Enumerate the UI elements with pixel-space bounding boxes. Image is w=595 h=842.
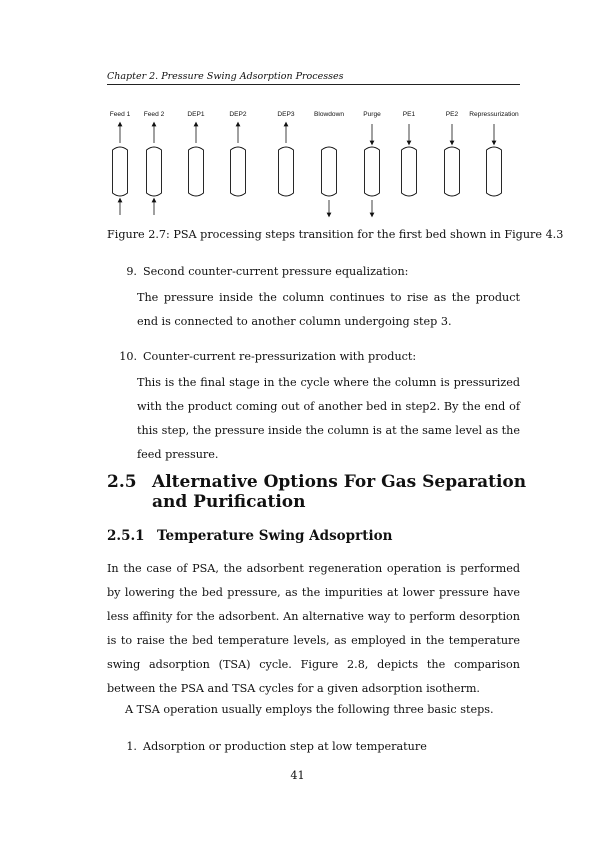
column-repressurization	[487, 147, 502, 196]
list-item-body: This is the final stage in the cycle where the column is pressurized with the product coming out of another bed in step2. By the end of this step, the pressure inside the column is at the same level as the feed pressure.	[137, 376, 520, 461]
list-item-title: Second counter-current pressure equalization:	[143, 265, 409, 278]
psa-steps-figure	[104, 104, 524, 224]
column-feed-1	[113, 147, 128, 196]
list-number: 9.	[126, 265, 137, 278]
list-item-body: The pressure inside the column continues to rise as the product end is connected to another column undergoing step 3.	[137, 291, 520, 328]
column-dep2	[231, 147, 246, 196]
subsection-number: 2.5.1	[107, 528, 145, 544]
column-pe1	[402, 147, 417, 196]
list-item-10	[112, 350, 512, 364]
column-blowdown	[322, 147, 337, 196]
list-item-title: Counter-current re-pressurization with product:	[143, 350, 417, 363]
column-feed-2	[147, 147, 162, 196]
psa-steps-diagram	[104, 104, 524, 224]
step-label-pe1: PE1	[402, 111, 416, 118]
step-label-dep1: DEP1	[187, 111, 205, 118]
step-label-dep3: DEP3	[277, 111, 295, 118]
list-number: 10.	[119, 350, 137, 363]
step-label-pe2: PE2	[445, 111, 459, 118]
column-pe2	[445, 147, 460, 196]
list-item-1	[112, 740, 512, 754]
step-label-repressurization: Repressurization	[469, 111, 519, 118]
subsection-title: Temperature Swing Adsoprtion	[157, 528, 393, 544]
body-paragraph: In the case of PSA, the adsorbent regeneration operation is performed by lowering the bed pressure, as the impurities at lower pressure have less affinity for the adsorbent. An alternative way to perform desorption is to raise the bed temperature levels, as employed in the temperature swing adsorption (TSA) cycle. Figure 2.8, depicts the comparison between the PSA and TSA cycles for a given adsorption isotherm.	[107, 562, 520, 695]
step-label-feed-1: Feed 1	[109, 111, 131, 118]
page-number: 41	[290, 769, 305, 782]
step-label-feed-2: Feed 2	[143, 111, 165, 118]
step-label-dep2: DEP2	[229, 111, 247, 118]
section-title: Alternative Options For Gas Separation and Purification	[152, 472, 527, 512]
step-label-purge: Purge	[363, 111, 381, 118]
column-dep1	[189, 147, 204, 196]
figure-caption: Figure 2.7: PSA processing steps transition for the first bed shown in Figure 4.3	[107, 228, 564, 241]
list-item-title: Adsorption or production step at low temperature	[143, 740, 427, 753]
column-purge	[365, 147, 380, 196]
list-item-9	[112, 265, 512, 279]
subsection-heading	[107, 528, 527, 544]
running-head: Chapter 2. Pressure Swing Adsorption Processes	[107, 71, 520, 85]
step-label-blowdown: Blowdown	[313, 111, 345, 118]
body-paragraph: A TSA operation usually employs the following three basic steps.	[125, 703, 494, 716]
section-number: 2.5	[107, 472, 137, 492]
list-number: 1.	[126, 740, 137, 753]
column-dep3	[279, 147, 294, 196]
